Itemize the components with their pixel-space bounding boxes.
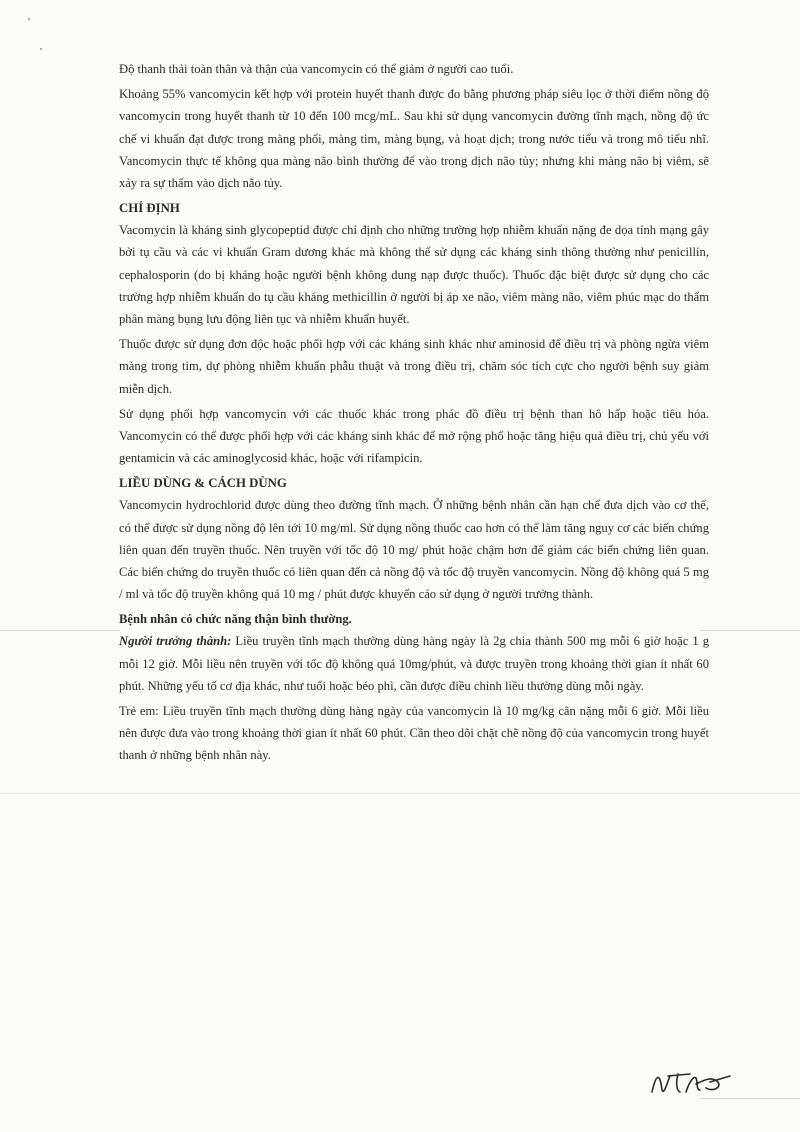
scan-speck — [40, 48, 42, 50]
signature-initials — [646, 1062, 736, 1102]
paragraph-indication-1: Vacomycin là kháng sinh glycopeptid được chỉ định cho những trường hợp nhiễm khuẩn nặng đe dọa tính mạng gây bởi tụ cầu và các vi khuẩn Gram dương khác mà không thể sử dụng các kháng sinh thông thường như penicillin, cephalosporin (do bị kháng hoặc người bệnh không dung nạp được thuốc). Thuốc đặc biệt được sử dụng cho các trường hợp nhiễm khuẩn do tụ cầu kháng methicillin ở người bị áp xe não, viêm màng não, viêm phúc mạc do thẩm phân màng bụng lưu động liên tục và nhiễm khuẩn huyết. — [119, 223, 709, 327]
paragraph-indication-3: Sử dụng phối hợp vancomycin với các thuốc khác trong phác đồ điều trị bệnh than hô hấp hoặc tiêu hóa. Vancomycin có thể được phối hợp với các kháng sinh khác để mở rộng phổ hoặc tăng hiệu quả điều trị, chủ yếu với gentamicin và các aminoglycosid khác, hoặc với rifampicin. — [119, 406, 709, 466]
paragraph-clearance: Độ thanh thải toàn thân và thận của vancomycin có thể giảm ở người cao tuổi. — [119, 62, 514, 76]
document-body — [119, 58, 709, 770]
scan-speck — [28, 18, 30, 20]
scan-line — [0, 630, 120, 631]
heading-indication: CHỈ ĐỊNH — [119, 201, 180, 216]
paragraph-dosage-intro: Vancomycin hydrochlorid được dùng theo đường tĩnh mạch. Ở những bệnh nhân cần hạn chế đưa dịch vào cơ thể, có thể được sử dụng nồng độ lên tới 10 mg/ml. Sử dụng nồng thuốc cao hơn có thể làm tăng nguy cơ các biến chứng liên quan đến truyền thuốc. Nên truyền với tốc độ 10 mg/ phút hoặc chậm hơn để giảm các biến chứng liên quan. Các biến chứng do truyền thuốc có liên quan đến cả nồng độ và tốc độ truyền vancomycin. Nồng độ không quá 5 mg / ml và tốc độ truyền không quá 10 mg / phút được khuyến cáo sử dụng ở người trưởng thành. — [119, 498, 709, 602]
paragraph-indication-2: Thuốc được sử dụng đơn độc hoặc phối hợp với các kháng sinh khác như aminosid để điều trị và phòng ngừa viêm màng trong tim, dự phòng nhiễm khuẩn phẫu thuật và trong điều trị, chăm sóc tích cực cho người bệnh suy giảm miễn dịch. — [119, 337, 709, 396]
paragraph-child-dosage: Trẻ em: Liều truyền tĩnh mạch thường dùng hàng ngày của vancomycin là 10 mg/kg cân nặng mỗi 6 giờ. Mỗi liều nên được đưa vào trong khoảng thời gian ít nhất 60 phút. Cần theo dõi chặt chẽ nồng độ của vancomycin trong huyết thanh ở những bệnh nhân này. — [119, 704, 709, 763]
scan-line — [700, 630, 800, 631]
adult-text: Liều truyền tĩnh mạch thường dùng hàng ngày là 2g chia thành 500 mg mỗi 6 giờ hoặc 1 g mỗi 12 giờ. Mỗi liều nên truyền với tốc độ không quá 10mg/phút, và được truyền trong khoảng thời gian ít nhất 60 phút. Những yếu tố cơ địa khác, như tuổi hoặc béo phì, cần được điều chỉnh liều thường dùng mỗi ngày. — [119, 634, 709, 693]
paragraph-protein-binding: Khoảng 55% vancomycin kết hợp với protein huyết thanh được đo bằng phương pháp siêu lọc ở thời điểm nồng độ vancomycin trong huyết thanh từ 10 đến 100 mcg/mL. Sau khi sử dụng vancomycin đường tĩnh mạch, nồng độ ức chế vi khuẩn đạt được trong màng phổi, màng tim, màng bụng, và hoạt dịch; trong nước tiểu và trong mô tiểu nhĩ. Vancomycin thực tế không qua màng não bình thường để vào trong dịch não tủy; nhưng khi màng não bị viêm, sẽ xảy ra sự thấm vào dịch não tủy. — [119, 87, 709, 191]
heading-dosage: LIỀU DÙNG & CÁCH DÙNG — [119, 476, 287, 491]
subheading-normal-renal: Bệnh nhân có chức năng thận bình thường. — [119, 612, 352, 627]
scan-line — [0, 793, 800, 794]
paragraph-adult-dosage — [119, 630, 709, 697]
adult-label: Người trưởng thành: — [119, 634, 232, 649]
